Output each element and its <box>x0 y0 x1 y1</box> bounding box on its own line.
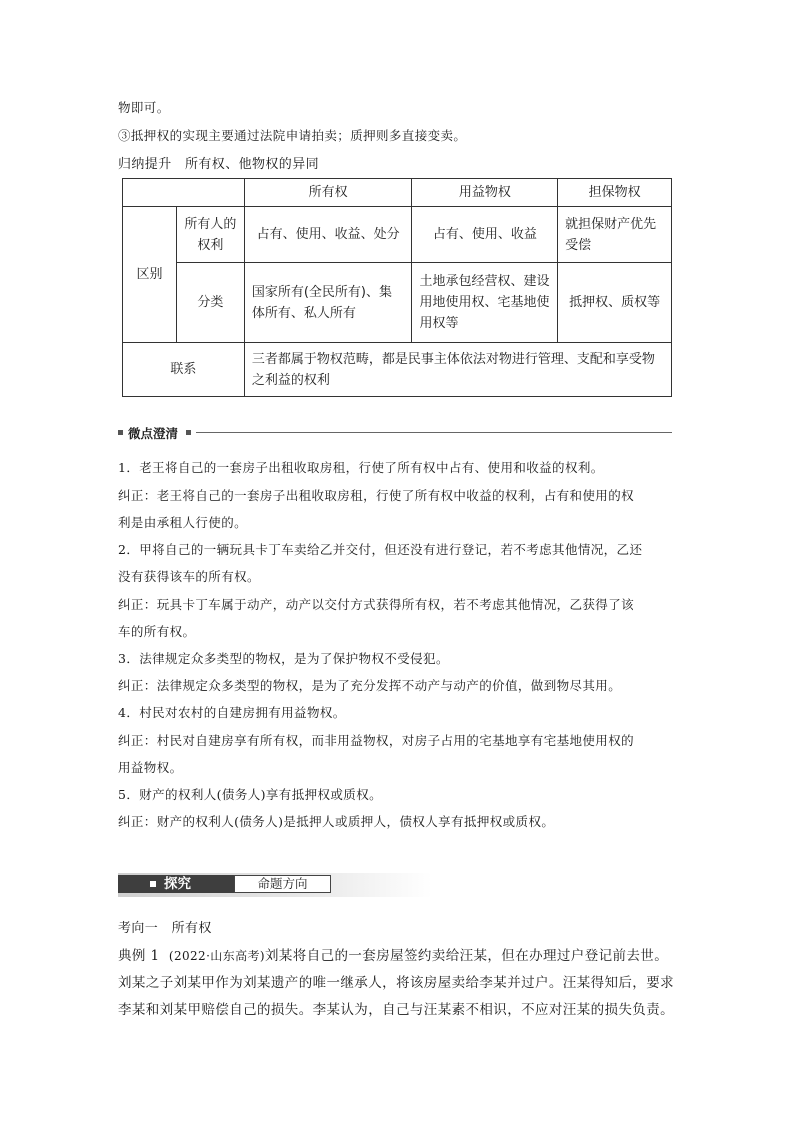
clarify-line: 利是由承租人行使的。 <box>118 515 248 530</box>
row-label: 所有人的权利 <box>176 207 244 263</box>
example-source: (2022·山东高考) <box>168 949 265 963</box>
square-marker-icon <box>186 430 191 435</box>
example-text: 刘某之子刘某甲作为刘某遗产的唯一继承人，将该房屋卖给李某并过户。汪某得知后，要求 <box>118 975 674 991</box>
table-corner-cell <box>123 179 245 207</box>
clarify-line: 车的所有权。 <box>118 624 196 639</box>
table-header: 担保物权 <box>558 179 672 207</box>
example-label: 典例 1 <box>118 948 160 964</box>
row-label: 分类 <box>176 263 244 343</box>
clarify-line: 2．甲将自己的一辆玩具卡丁车卖给乙并交付，但还没有进行登记，若不考虑其他情况，乙还 <box>118 542 643 557</box>
table-header: 所有权 <box>244 179 412 207</box>
example-line <box>118 944 668 964</box>
clarify-line: 1．老王将自己的一套房子出租收取房租，行使了所有权中占有、使用和收益的权利。 <box>118 460 604 475</box>
text-line: ③抵押权的实现主要通过法院申请拍卖；质押则多直接变卖。 <box>118 128 467 143</box>
direction-heading: 考向一 所有权 <box>118 921 212 936</box>
banner-label-box <box>118 875 234 893</box>
clarify-line: 没有获得该车的所有权。 <box>118 569 260 584</box>
table-cell: 三者都属于物权范畴，都是民事主体依法对物进行管理、支配和享受物之利益的权利 <box>244 343 671 397</box>
table-cell: 占有、使用、收益、处分 <box>244 207 412 263</box>
table-row <box>123 179 672 207</box>
clarify-line: 纠正：村民对自建房享有所有权，而非用益物权，对房子占用的宅基地享有宅基地使用权的 <box>118 733 635 748</box>
text-line: 物即可。 <box>118 100 170 115</box>
clarify-line: 纠正：法律规定众多类型的物权，是为了充分发挥不动产与动产的价值，做到物尽其用。 <box>118 678 622 693</box>
example-text: 刘某将自己的一套房屋签约卖给汪某，但在办理过户登记前去世。 <box>265 948 669 964</box>
example-text: 李某和刘某甲赔偿自己的损失。李某认为，自己与汪某素不相识，不应对汪某的损失负责。 <box>118 1002 674 1018</box>
table-cell: 就担保财产优先受偿 <box>558 207 672 263</box>
connection-label: 联系 <box>123 343 245 397</box>
table-cell: 国家所有(全民所有)、集体所有、私人所有 <box>244 263 412 343</box>
table-row <box>123 207 672 263</box>
table-cell: 占有、使用、收益 <box>412 207 558 263</box>
banner-tab: 命题方向 <box>234 875 331 893</box>
table-row <box>123 343 672 397</box>
divider <box>196 432 672 433</box>
section-header <box>118 424 672 442</box>
square-marker-icon <box>118 430 123 435</box>
clarify-line: 3．法律规定众多类型的物权，是为了保护物权不受侵犯。 <box>118 651 449 666</box>
clarify-line: 纠正：玩具卡丁车属于动产，动产以交付方式获得所有权，若不考虑其他情况，乙获得了该 <box>118 597 635 612</box>
clarify-line: 5．财产的权利人(债务人)享有抵押权或质权。 <box>118 787 383 802</box>
clarify-line: 4．村民对农村的自建房拥有用益物权。 <box>118 705 346 720</box>
banner-title: 探究 <box>164 876 191 892</box>
clarify-line: 纠正：老王将自己的一套房子出租收取房租，行使了所有权中收益的权利，占有和使用的权 <box>118 488 635 503</box>
clarify-line: 用益物权。 <box>118 760 183 775</box>
summary-heading: 归纳提升 所有权、他物权的异同 <box>118 157 320 172</box>
table-row <box>123 263 672 343</box>
square-marker-icon <box>150 881 156 887</box>
table-cell: 土地承包经营权、建设用地使用权、宅基地使用权等 <box>412 263 558 343</box>
distinction-label: 区别 <box>123 207 177 343</box>
explore-banner <box>118 873 432 897</box>
table-cell: 抵押权、质权等 <box>558 263 672 343</box>
section-title: 微点澄清 <box>128 426 179 441</box>
table-header: 用益物权 <box>412 179 558 207</box>
comparison-table <box>122 178 672 397</box>
clarify-line: 纠正：财产的权利人(债务人)是抵押人或质押人，债权人享有抵押权或质权。 <box>118 814 555 829</box>
